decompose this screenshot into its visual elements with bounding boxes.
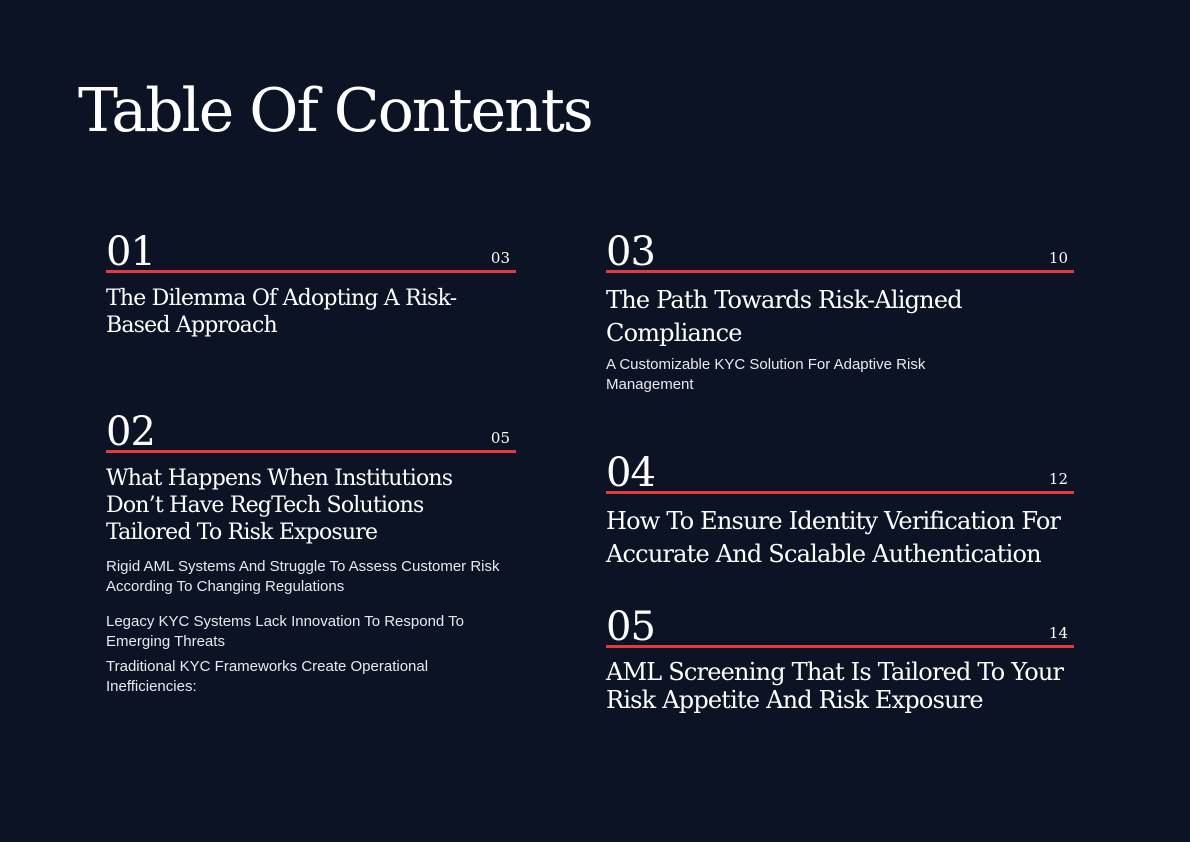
section-header bbox=[606, 447, 1074, 496]
section-number: 03 bbox=[606, 229, 655, 275]
section-number: 05 bbox=[606, 604, 655, 650]
section-divider bbox=[106, 270, 516, 273]
section-header bbox=[606, 226, 1074, 275]
subsection-item[interactable]: Rigid AML Systems And Struggle To Assess Customer Risk According To Changing Regulations bbox=[106, 558, 500, 595]
page-number: 12 bbox=[1048, 470, 1068, 488]
section-number: 01 bbox=[106, 229, 155, 275]
subsection-item[interactable]: Legacy KYC Systems Lack Innovation To Respond To Emerging Threats bbox=[106, 613, 464, 650]
section-title-line: Compliance bbox=[606, 319, 742, 347]
section-title[interactable] bbox=[606, 284, 1074, 350]
section-number: 02 bbox=[106, 409, 155, 455]
page-number: 14 bbox=[1048, 624, 1068, 642]
page-number: 03 bbox=[490, 249, 510, 267]
toc-section-02[interactable] bbox=[106, 406, 536, 707]
section-divider bbox=[106, 450, 516, 453]
section-number: 04 bbox=[606, 450, 655, 496]
page-number: 05 bbox=[490, 429, 510, 447]
section-title[interactable] bbox=[106, 465, 536, 546]
subsection-list bbox=[106, 557, 536, 697]
section-title-line: Based Approach bbox=[106, 313, 277, 338]
section-divider bbox=[606, 645, 1074, 648]
section-header bbox=[106, 226, 516, 275]
section-title-line: AML Screening That Is Tailored To Your bbox=[606, 658, 1064, 686]
section-title-line: The Dilemma Of Adopting A Risk- bbox=[106, 286, 457, 311]
subsection-item[interactable]: Traditional KYC Frameworks Create Operational Inefficiencies: bbox=[106, 658, 429, 695]
section-title-line: What Happens When Institutions bbox=[106, 466, 453, 491]
section-header bbox=[606, 601, 1074, 650]
section-title-line: Accurate And Scalable Authentication bbox=[606, 540, 1041, 568]
toc-section-01[interactable] bbox=[106, 226, 516, 339]
section-title-line: Risk Appetite And Risk Exposure bbox=[606, 686, 983, 714]
subsection-list bbox=[606, 355, 1074, 395]
toc-section-04[interactable] bbox=[606, 447, 1074, 571]
section-title-line: The Path Towards Risk-Aligned bbox=[606, 286, 962, 314]
section-divider bbox=[606, 270, 1074, 273]
section-title-line: Don’t Have RegTech Solutions bbox=[106, 493, 424, 518]
section-title-line: How To Ensure Identity Verification For bbox=[606, 507, 1061, 535]
section-title-line: Tailored To Risk Exposure bbox=[106, 520, 378, 545]
toc-section-03[interactable] bbox=[606, 226, 1074, 405]
section-header bbox=[106, 406, 516, 455]
page-number: 10 bbox=[1048, 249, 1068, 267]
section-title[interactable] bbox=[106, 285, 516, 339]
page-title: Table Of Contents bbox=[78, 76, 592, 146]
toc-section-05[interactable] bbox=[606, 601, 1074, 714]
section-title[interactable] bbox=[606, 505, 1074, 571]
section-divider bbox=[606, 491, 1074, 494]
subsection-item[interactable]: A Customizable KYC Solution For Adaptive Risk Management bbox=[606, 356, 926, 393]
section-title[interactable] bbox=[606, 658, 1074, 714]
